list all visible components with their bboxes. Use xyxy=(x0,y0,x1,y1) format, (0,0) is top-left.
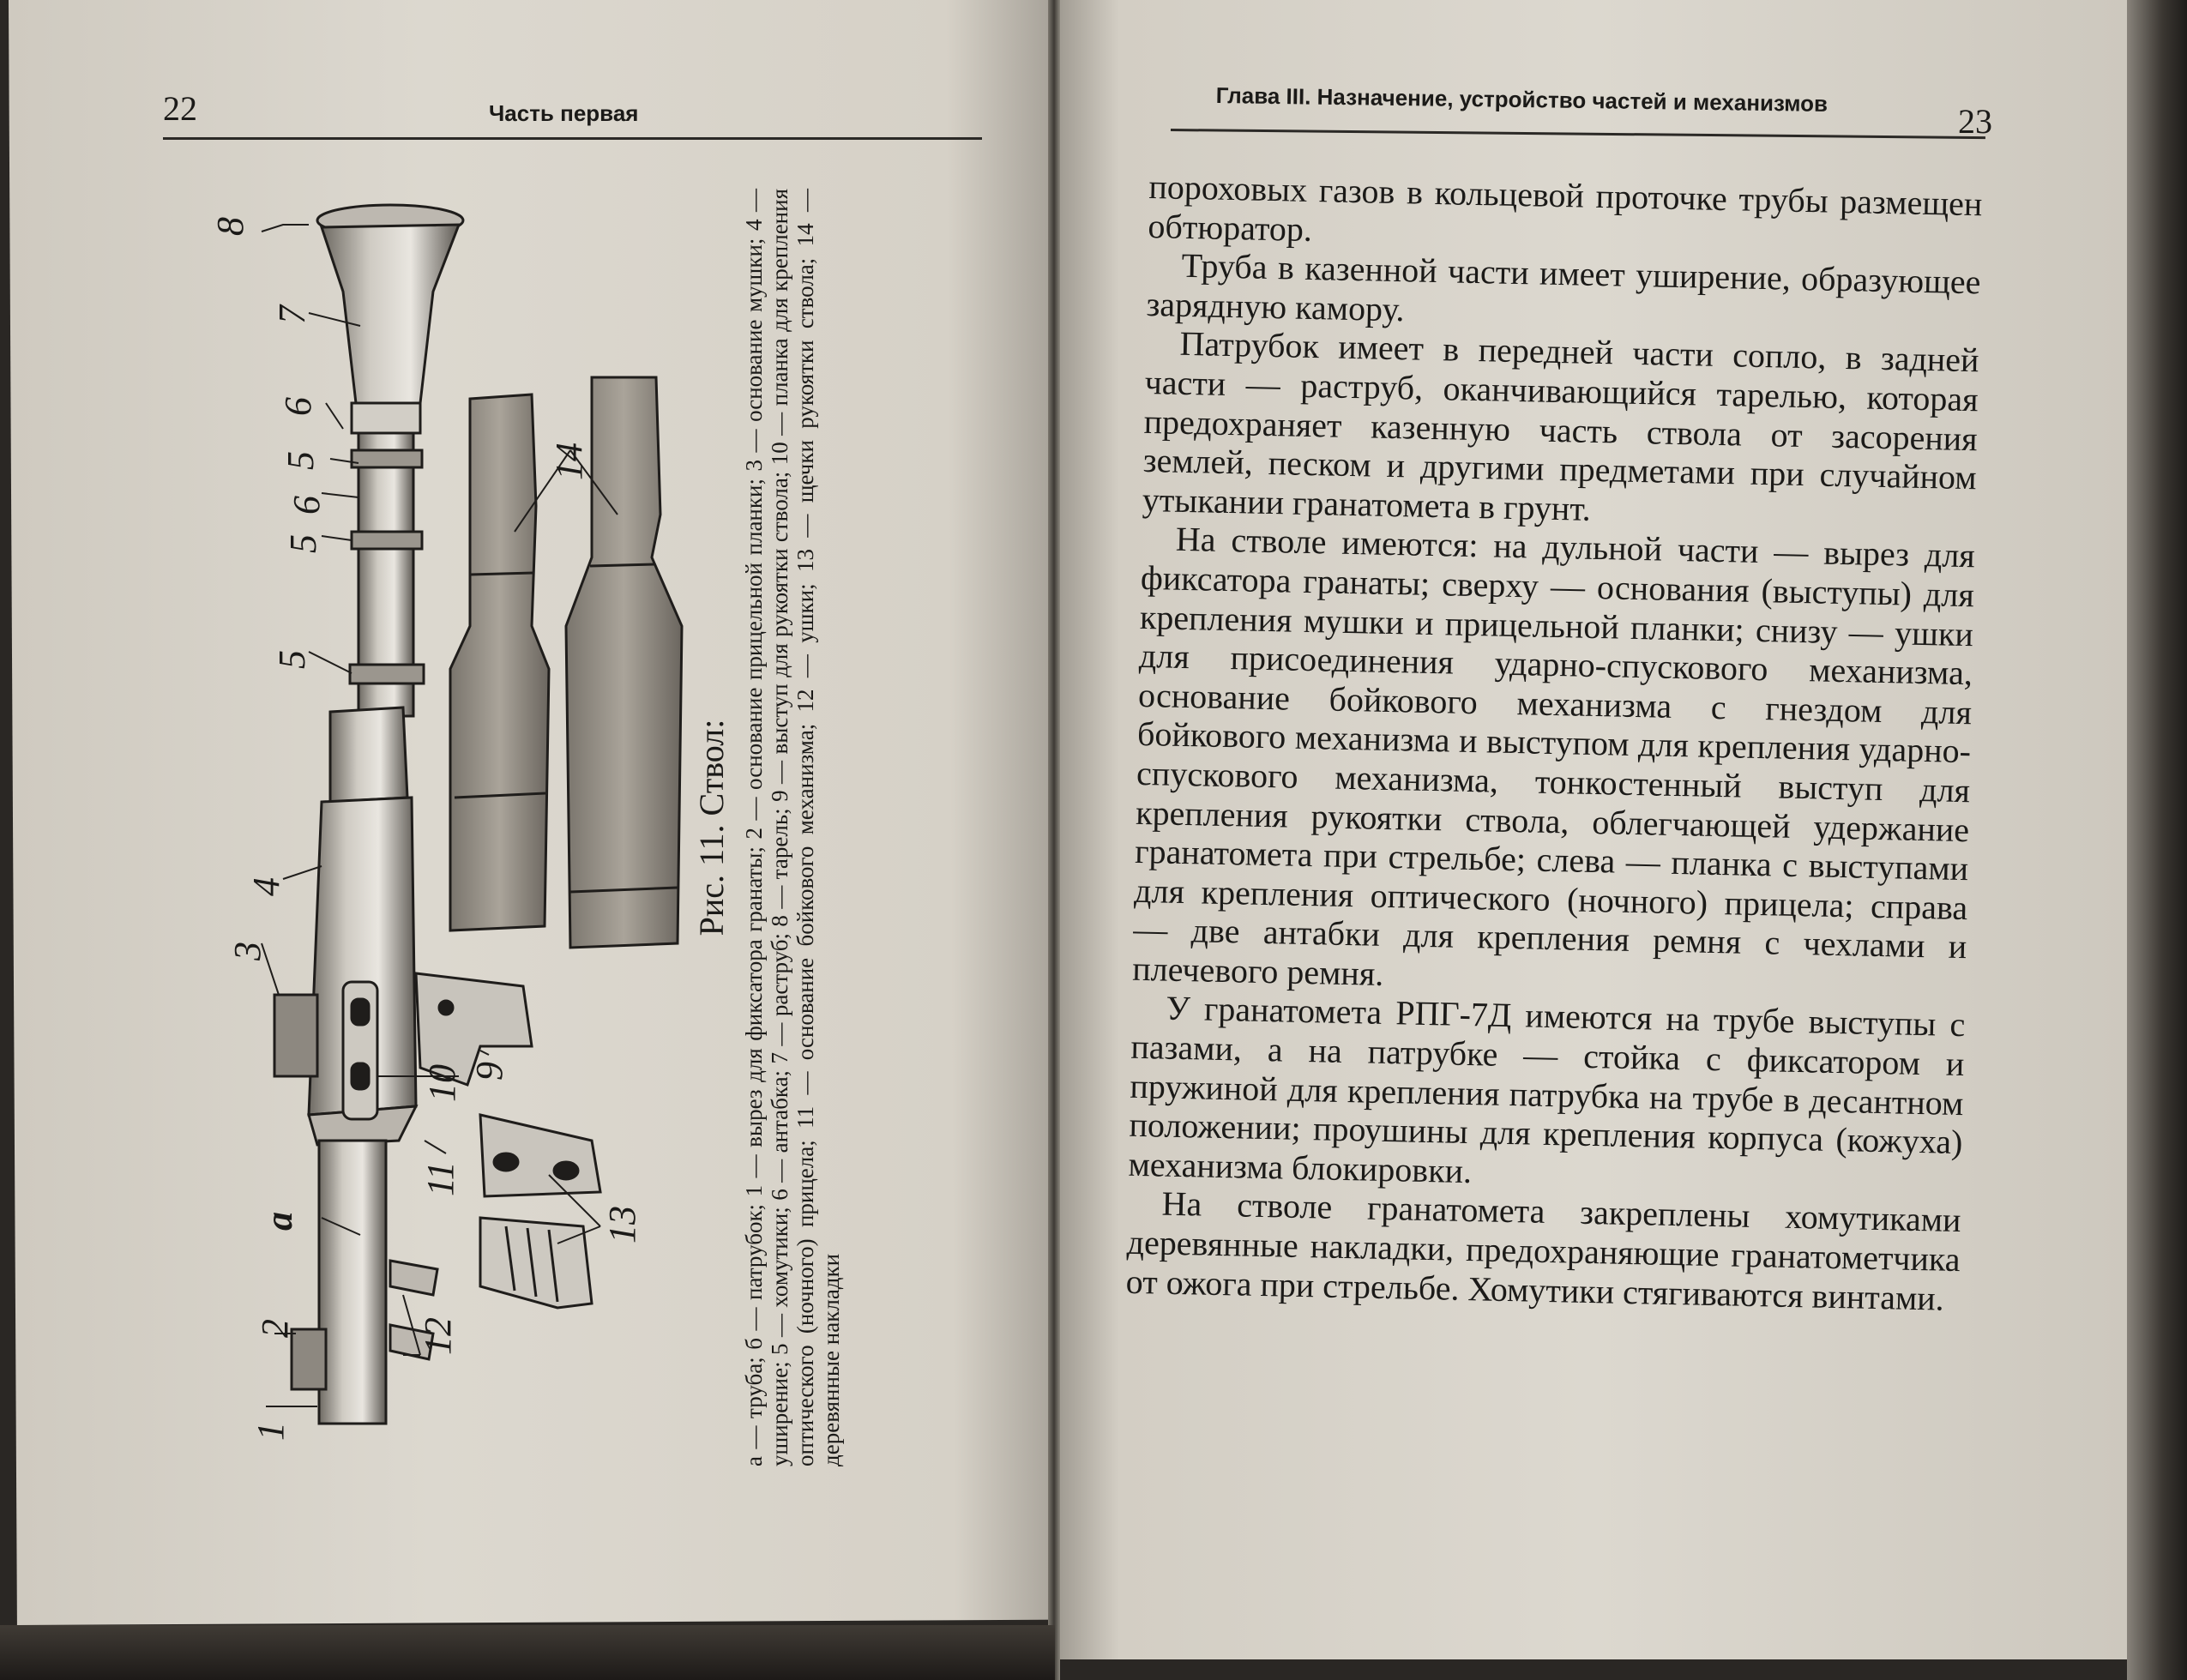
paragraph: У гранатомета РПГ-7Д имеются на трубе выступы с пазами, а на патрубке — стойка с фиксатором и пружиной для крепления патрубка на трубе в десантном положении; проушины для крепления корпуса (кожуха) механизма блокировки. xyxy=(1128,989,1966,1190)
callout-5a: 5 xyxy=(280,451,322,470)
flare-part xyxy=(322,225,459,403)
callout-5c: 5 xyxy=(271,650,313,669)
paragraph: На стволе имеются: на дульной части — вырез для фиксатора гранаты; сверху — основания (выступы) для крепления мушки и прицельной планки; снизу — ушки для присоединения ударно-спускового механизма, основание бойкового механизма с гнездом для бойкового механизма и выступом для крепления ударно-спускового механизма, тонкостенный выступ для крепления рукоятки ствола, облегчающей удержание гранатомета при стрельбе; слева — планка с выступами для крепления оптического (ночного) прицела; справа — две антабки для крепления ремня с чехлами и плечевого ремня. xyxy=(1131,520,1976,993)
figure-title: Рис. 11. Ствол: xyxy=(692,719,731,936)
book-bottom-edge xyxy=(0,1625,1055,1680)
paragraph: Патрубок имеет в передней части сопло, в задней части — раструб, оканчивающийся тарелью, которая предохраняет казенную часть ствола от засорения землей, песком и другими предметами при случайном утыкании гранатомета в грунт. xyxy=(1142,324,1979,528)
callout-7: 7 xyxy=(271,305,313,324)
wooden-cover-left xyxy=(450,394,549,930)
callout-6a: 6 xyxy=(277,397,319,416)
callout-11: 11 xyxy=(419,1161,461,1196)
callout-14: 14 xyxy=(548,443,590,480)
callout-2: 2 xyxy=(254,1319,296,1338)
callout-13: 13 xyxy=(601,1206,643,1243)
left-page-number: 22 xyxy=(163,89,197,128)
callout-1: 1 xyxy=(250,1422,292,1441)
callout-12: 12 xyxy=(417,1317,459,1355)
paragraph: Труба в казенной части имеет уширение, образующее зарядную камору. xyxy=(1146,246,1981,329)
callout-10: 10 xyxy=(421,1064,463,1102)
book-edge xyxy=(2127,0,2187,1680)
tube-part xyxy=(319,1141,386,1424)
right-running-head: Глава III. Назначение, устройство частей и механизмов xyxy=(1215,82,1829,117)
figure-barrel-drawing xyxy=(0,0,1055,1629)
callout-9: 9 xyxy=(468,1062,510,1081)
paragraph: пороховых газов в кольцевой проточке трубы размещен обтюратор. xyxy=(1148,167,1983,249)
callout-5b: 5 xyxy=(282,534,324,553)
figure-legend: а — труба; б — патрубок; 1 — вырез для фиксатора гранаты; 2 — основание прицельной планки; 3 — основание мушки; 4 — уширение; 5 — хомутики; 6 — антабка; 7 — раструб; 8 — тарель; 9 — выступ для рукоятки ствола; 10 — планка для крепления оптического (ночного) прицела; 11 — основание бойкового механизма; 12 — ушки; 13 — щечки рукоятки ствола; 14 — деревянные накладки xyxy=(741,189,844,1466)
left-running-head: Часть первая xyxy=(489,100,639,126)
callout-6b: 6 xyxy=(286,496,328,515)
front-sight-base xyxy=(274,995,317,1076)
callout-a: а xyxy=(258,1212,300,1231)
rear-sight-base xyxy=(292,1329,326,1389)
paragraph: На стволе гранатомета закреплены хомутиками деревянные накладки, предохраняющие гранатометчика от ожога при стрельбе. Хомутики стягиваются винтами. xyxy=(1125,1184,1961,1318)
callout-3: 3 xyxy=(226,942,268,960)
figure-caption xyxy=(693,189,844,1466)
callout-8: 8 xyxy=(209,217,251,236)
callout-4: 4 xyxy=(245,877,287,896)
grip-cheeks xyxy=(480,1115,600,1308)
right-page-number: 23 xyxy=(1958,102,1992,141)
body-text xyxy=(1125,167,1982,1318)
